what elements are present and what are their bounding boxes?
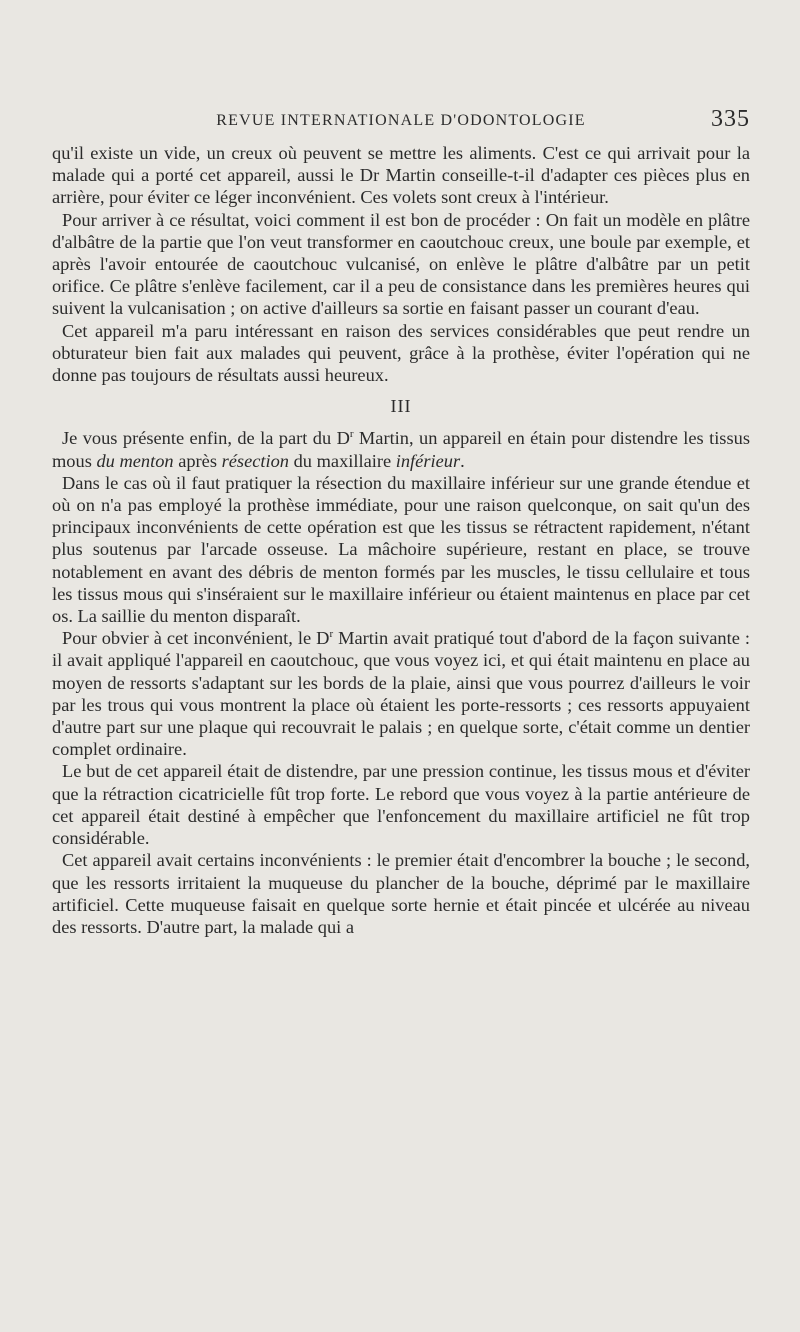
italic-inferieur: inférieur bbox=[395, 450, 461, 471]
paragraph-5: Dans le cas où il faut pratiquer la résection du maxillaire inférieur sur une grande étendue et où on n'a pas employé la prothèse immédiate, pour une raison quelconque, on sait qu'un des principaux inconvénients de cette opération est que les tissus se rétractent rapidement, n'étant plus soutenus par l'arcade osseuse. La mâchoire supérieure, restant en place, se trouve notablement en avant des débris de menton formés par les muscles, le tissu cellulaire et tous les tissus mous qui s'inséraient sur le maxillaire inférieur ou étaient maintenus en place par cet os. La saillie du menton disparaît. bbox=[52, 472, 750, 627]
running-title: REVUE INTERNATIONALE D'ODONTOLOGIE bbox=[216, 112, 586, 129]
italic-resection: résection bbox=[221, 450, 290, 471]
paragraph-4-start: Je vous présente enfin, de la part du D bbox=[62, 428, 350, 449]
paragraph-7: Le but de cet appareil était de distendre, par une pression continue, les tissus mous et d'éviter que la rétraction cicatricielle fût trop forte. Le rebord que vous voyez à la partie antérieure de cet appareil était destiné à empêcher que l'enfoncement du maxillaire artificiel ne fût trop considérable. bbox=[52, 761, 750, 849]
body-text bbox=[52, 142, 750, 938]
doctor-superscript: r bbox=[349, 428, 354, 441]
running-header bbox=[52, 106, 750, 136]
paragraph-4-mid3: du maxillaire bbox=[289, 450, 396, 471]
paragraph-4 bbox=[52, 427, 750, 471]
paragraph-2: Pour arriver à ce résultat, voici comment il est bon de procéder : On fait un modèle en plâtre d'albâtre de la partie que l'on veut transformer en caoutchouc creux, une boule par exemple, et après l'avoir entourée de caoutchouc vulcanisé, on enlève le plâtre d'albâtre par un petit orifice. Ce plâtre s'enlève facilement, car il a peu de consistance dans les premières heures qui suivent la vulcanisation ; on active d'ailleurs sa sortie en faisant passer un courant d'eau. bbox=[52, 209, 750, 319]
paragraph-6 bbox=[52, 627, 750, 760]
section-heading: III bbox=[390, 396, 412, 417]
paragraph-6-end: Martin avait pratiqué tout d'abord de la façon suivante : il avait appliqué l'appareil en caoutchouc, que vous voyez ici, et qui était maintenu en place au moyen de ressorts s'adaptant sur les bords de la plaie, ainsi que vous pourrez d'ailleurs le voir par les trous qui vous montrent la place où étaient les porte-ressorts ; ces ressorts appuyaient d'autre part sur une plaque qui recouvrait le palais ; en quelque sorte, c'était comme un dentier complet ordinaire. bbox=[52, 628, 750, 760]
paragraph-4-end: . bbox=[460, 450, 465, 471]
doctor-superscript: r bbox=[329, 628, 334, 641]
page-number: 335 bbox=[711, 106, 750, 132]
paragraph-6-start: Pour obvier à cet inconvénient, le D bbox=[62, 628, 330, 649]
paragraph-4-mid2: après bbox=[173, 450, 222, 471]
italic-du-menton: du menton bbox=[96, 450, 174, 471]
paragraph-1: qu'il existe un vide, un creux où peuvent se mettre les aliments. C'est ce qui arrivait pour la malade qui a porté cet appareil, aussi le Dr Martin conseille-t-il d'adapter ces pièces plus en arrière, pour éviter ce léger inconvénient. Ces volets sont creux à l'intérieur. bbox=[52, 143, 750, 208]
paragraph-3: Cet appareil m'a paru intéressant en raison des services considérables que peut rendre un obturateur bien fait aux malades qui peuvent, grâce à la prothèse, éviter l'opération qui ne donne pas toujours de résultats aussi heureux. bbox=[52, 320, 750, 386]
paragraph-4-mid1: Martin, un appareil en étain pour distendre les tissus mous bbox=[52, 428, 750, 471]
paragraph-8: Cet appareil avait certains inconvénients : le premier était d'encombrer la bouche ; le second, que les ressorts irritaient la muqueuse du plancher de la bouche, déprimé par le maxillaire artificiel. Cette muqueuse faisait en quelque sorte hernie et était pincée et ulcérée au niveau des ressorts. D'autre part, la malade qui a bbox=[52, 850, 750, 937]
